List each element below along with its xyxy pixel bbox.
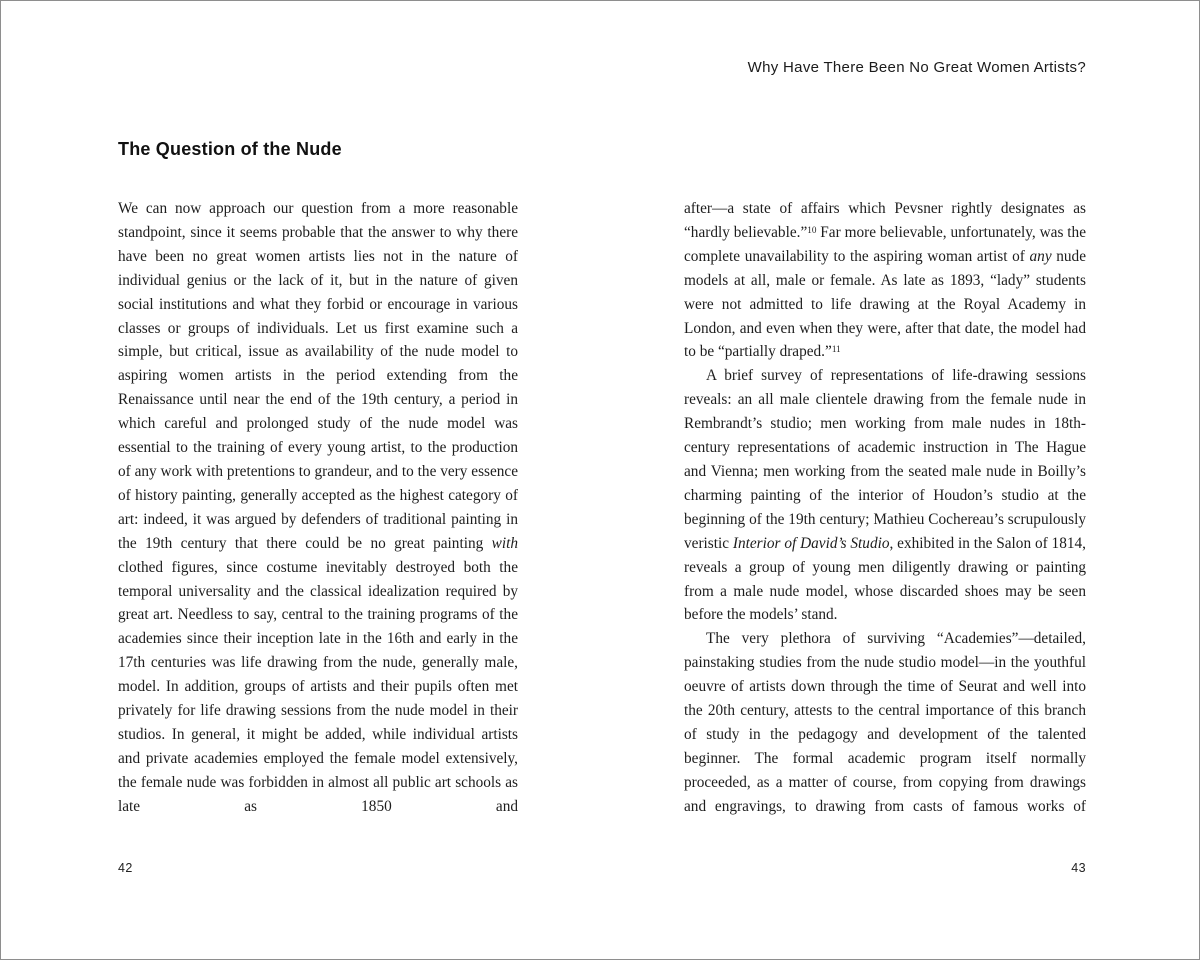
italic-text-run: any bbox=[1029, 247, 1052, 265]
italic-text-run: with bbox=[491, 534, 518, 552]
text-run: , exhibited in the Salon of 1814, reveals a group of young men diligently drawing or painting from a male nude model, whose discarded shoes may be seen before the models’ stand. bbox=[684, 534, 1086, 624]
text-run: The very plethora of surviving “Academies”—detailed, painstaking studies from the nude studio model—in the youthful oeuvre of artists down through the time of Seurat and well into the 20th century, attests to the central importance of this branch of study in the pedagogy and development of the talented beginner. The formal academic program itself normally proceeded, as a matter of course, from copying from drawings and engravings, to drawing from casts of famous works of bbox=[684, 630, 1086, 815]
text-run: A brief survey of representations of life-drawing sessions reveals: an all male clientele drawing from the female nude in Rembrandt’s studio; men working from male nudes in 18th-century representations of academic instruction in The Hague and Vienna; men working from the seated male nude in Boilly’s charming painting of the interior of Houdon’s studio at the beginning of the 19th century; Mathieu Cochereau’s scrupulously veristic bbox=[684, 367, 1086, 552]
section-heading: The Question of the Nude bbox=[118, 139, 342, 160]
paragraph bbox=[684, 197, 1086, 364]
text-run: after—a state of affairs which Pevsner rightly designates as “hardly believable.” bbox=[684, 200, 1086, 241]
text-run: We can now approach our question from a more reasonable standpoint, since it seems probable that the answer to why there have been no great women artists lies not in the nature of individual genius or the lack of it, but in the nature of given social institutions and what they forbid or encourage in various classes or groups of individuals. Let us first examine such a simple, but critical, issue as availability of the nude model to aspiring women artists in the period extending from the Renaissance until near the end of the 19th century, a period in which careful and prolonged study of the nude model was essential to the training of every young artist, to the production of any work with pretentions to grandeur, and to the very essence of history painting, generally accepted as the highest category of art: indeed, it was argued by defenders of traditional painting in the 19th century that there could be no great painting bbox=[118, 200, 518, 552]
paragraph bbox=[684, 627, 1086, 818]
left-page-text-column bbox=[118, 197, 518, 819]
running-header: Why Have There Been No Great Women Artists? bbox=[747, 59, 1086, 76]
footnote-marker: 11 bbox=[831, 344, 841, 355]
paragraph bbox=[684, 364, 1086, 627]
footnote-marker: 10 bbox=[807, 224, 817, 235]
page-number-left: 42 bbox=[118, 861, 133, 875]
right-page-text-column bbox=[684, 197, 1086, 819]
text-run: clothed figures, since costume inevitably destroyed both the temporal universality and the classical idealization required by great art. Needless to say, central to the training programs of the academies since their inception late in the 16th and early in the 17th centuries was life drawing from the nude, generally male, model. In addition, groups of artists and their pupils often met privately for life drawing sessions from the nude model in their studios. In general, it might be added, while individual artists and private academies employed the female model extensively, the female nude was forbidden in almost all public art schools as late as 1850 and bbox=[118, 558, 518, 815]
italic-text-run: Interior of David’s Studio bbox=[732, 534, 890, 552]
text-run: Far more believable, unfortunately, was the complete unavailability to the aspiring woman artist of bbox=[684, 223, 1086, 265]
page-number-right: 43 bbox=[1071, 861, 1086, 875]
text-run: nude models at all, male or female. As late as 1893, “lady” students were not admitted to life drawing at the Royal Academy in London, and even when they were, after that date, the model had to be “partially draped.” bbox=[684, 247, 1087, 361]
paragraph bbox=[118, 197, 518, 819]
